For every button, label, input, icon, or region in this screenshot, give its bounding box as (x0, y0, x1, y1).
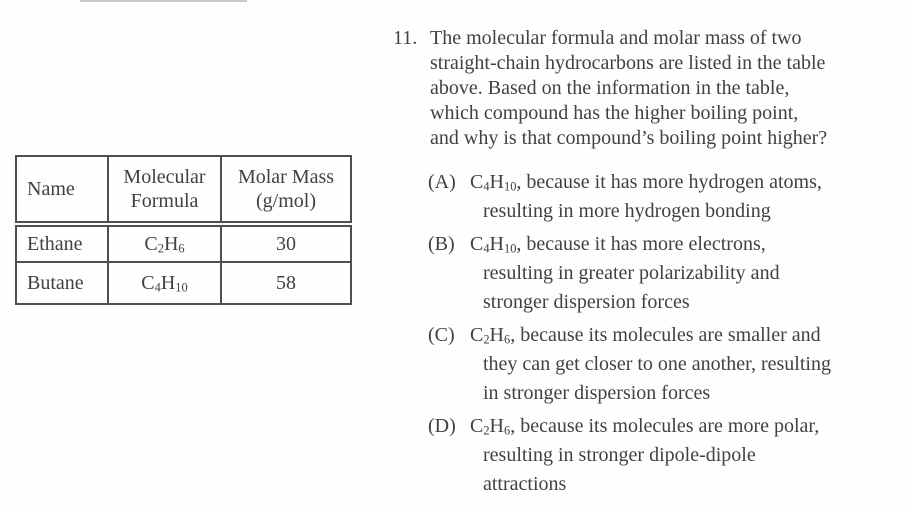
column-header-molecular-formula: Molecular Formula (108, 156, 221, 224)
option-a (428, 168, 905, 226)
text-line: straight-chain hydrocarbons are listed in the table (430, 52, 826, 74)
text-line: they can get closer to one another, resulting (483, 353, 831, 375)
compound-name: Butane (16, 262, 108, 304)
scan-artifact-line (80, 0, 247, 2)
option-c (428, 321, 905, 408)
text-line: resulting in greater polarizability and (483, 262, 780, 284)
option-c-text (470, 321, 905, 408)
option-d-text (470, 412, 905, 499)
text-line: stronger dispersion forces (483, 291, 690, 313)
text-line: resulting in stronger dipole-dipole (483, 444, 756, 466)
text-line: in stronger dispersion forces (483, 382, 711, 404)
question-stem (393, 26, 905, 151)
text-line: The molecular formula and molar mass of two (430, 27, 802, 49)
option-b (428, 230, 905, 317)
text-line: and why is that compound’s boiling point higher? (430, 127, 828, 149)
text-line: $C_4H_{10}$, because it has more electrons, (470, 233, 766, 256)
table-row (16, 224, 351, 262)
compound-formula: $C_4H_{10}$ (108, 262, 221, 304)
hydrocarbon-table (15, 155, 352, 305)
option-b-label: (B) (428, 233, 455, 255)
option-a-label: (A) (428, 171, 456, 193)
text-line: attractions (483, 473, 567, 495)
column-header-molar-mass: Molar Mass (g/mol) (221, 156, 351, 224)
option-d-label: (D) (428, 415, 456, 437)
compound-molar-mass: 30 (221, 224, 351, 262)
text-line: which compound has the higher boiling point, (430, 102, 799, 124)
option-a-text (470, 168, 905, 226)
option-d (428, 412, 905, 499)
column-header-name: Name (16, 156, 108, 224)
compound-molar-mass: 58 (221, 262, 351, 304)
option-c-label: (C) (428, 324, 455, 346)
question-block (393, 26, 905, 503)
text-line: $C_2H_6$, because its molecules are more polar, (470, 415, 820, 438)
compound-formula: $C_2H_6$ (108, 224, 221, 262)
text-line: above. Based on the information in the table, (430, 77, 790, 99)
table-header-row (16, 156, 351, 224)
question-text (393, 26, 905, 151)
option-b-text (470, 230, 905, 317)
text-line: $C_2H_6$, because its molecules are smaller and (470, 324, 821, 347)
text-line: resulting in more hydrogen bonding (483, 200, 771, 222)
answer-options (428, 168, 905, 499)
text-line: $C_4H_{10}$, because it has more hydrogen atoms, (470, 171, 822, 194)
question-number: 11. (393, 27, 418, 49)
compound-name: Ethane (16, 224, 108, 262)
table-row (16, 262, 351, 304)
